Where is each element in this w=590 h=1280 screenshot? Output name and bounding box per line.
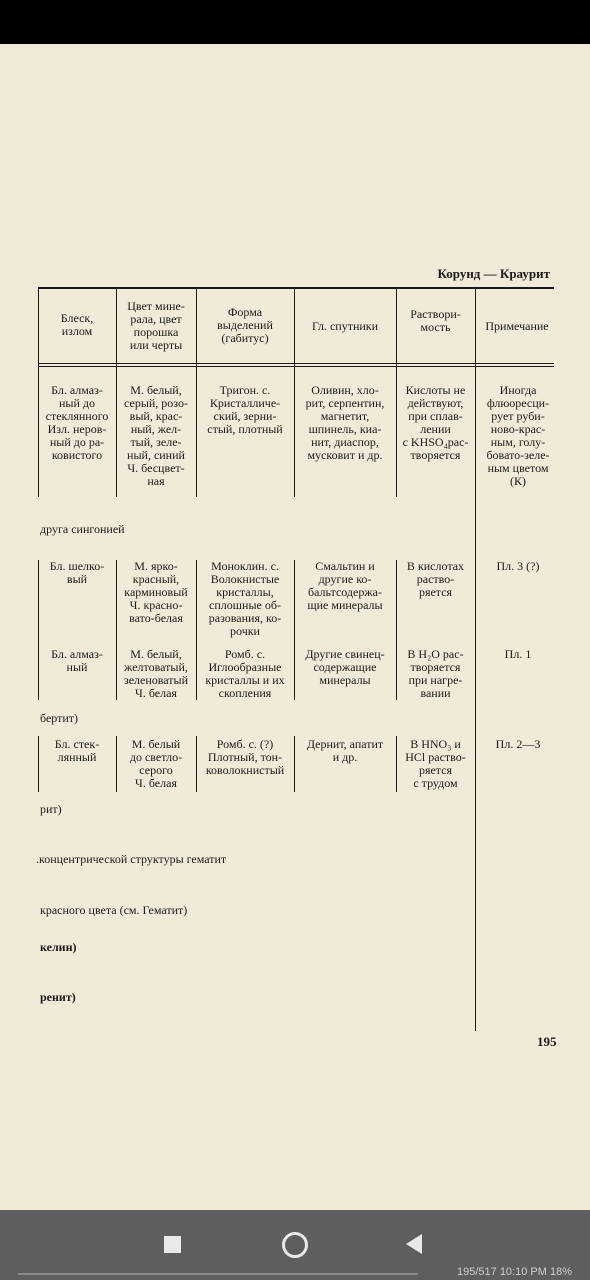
side-line: друга сингонией: [40, 522, 125, 536]
row1-habit: Тригон. с. Кристалличе- ский, зерни- стый, плотный: [207, 384, 283, 436]
header-note: Примечание: [485, 320, 549, 333]
header-habit: Форма выделений (габитус): [217, 306, 273, 345]
back-icon[interactable]: [406, 1234, 422, 1254]
side-line: ренит): [40, 990, 76, 1004]
running-head: Корунд — Краурит: [437, 266, 550, 281]
row2-divider-2: [196, 560, 197, 700]
row3-note: Пл. 1: [504, 648, 532, 661]
row4-divider-4: [396, 736, 397, 792]
row2-solubility: В кислотах раство- ряется: [406, 560, 465, 599]
header-solubility: Раствори- мость: [410, 308, 461, 334]
row3-color: М. белый, желтоватый, зеленоватый Ч. белая: [123, 648, 189, 700]
side-line: бертит): [40, 711, 79, 725]
row2-habit: Моноклин. с. Волокнистые кристаллы, сплошные об- разования, ко- рочки: [208, 560, 282, 638]
col-divider-2: [196, 289, 197, 497]
recent-apps-icon[interactable]: [164, 1236, 181, 1253]
row1-color: М. белый, серый, розо- вый, крас- ный, жел- тый, зеле- ный, синий Ч. бесцвет- ная: [124, 384, 188, 488]
row3-luster: Бл. алмаз- ный: [51, 648, 103, 674]
row1-luster: Бл. алмаз- ный до стеклянного Изл. неров- ный до ра- ковистого: [45, 384, 109, 462]
row4-companions: Дернит, апатит и др.: [306, 738, 384, 764]
row1-companions: Оливин, хло- рит, серпентин, магнетит, шпинель, киа- нит, диаспор, мусковит и др.: [305, 384, 385, 462]
header-companions: Гл. спутники: [311, 320, 379, 333]
row1-note: Иногда флюоресци- рует руби- ново-крас- ным, голу- бовато-зеле- ным цветом (К): [486, 384, 550, 488]
row2-divider-1: [116, 560, 117, 700]
col-divider-4: [396, 289, 397, 497]
row2-note: Пл. 3 (?): [496, 560, 540, 573]
row1-solubility: Кислоты не действуют, при сплав- лении с KHSO₄рас- творяется: [402, 384, 469, 462]
row4-note: Пл. 2—3: [495, 738, 541, 751]
row4-divider-left: [38, 736, 39, 792]
row3-companions: Другие свинец- содержащие минералы: [305, 648, 385, 687]
header-luster: Блеск, излом: [60, 312, 94, 338]
page-number: 195: [537, 1034, 557, 1049]
row4-divider-1: [116, 736, 117, 792]
row4-divider-2: [196, 736, 197, 792]
reading-progress-track: [18, 1273, 418, 1275]
side-line: .концентрической структуры гематит: [36, 852, 227, 866]
row4-luster: Бл. стек- лянный: [54, 738, 100, 764]
col-divider-1: [116, 289, 117, 497]
row2-divider-4: [396, 560, 397, 700]
row4-divider-3: [294, 736, 295, 792]
home-icon[interactable]: [282, 1232, 308, 1258]
row2-color: М. ярко- красный, карминовый Ч. красно- вато-белая: [124, 560, 188, 625]
clock: 10:10 PM: [499, 1266, 547, 1278]
col-divider-5: [475, 289, 476, 1031]
row2-companions: Смальтин и другие ко- бальтсодержа- щие минералы: [307, 560, 383, 612]
navigation-bar: [0, 1210, 590, 1280]
side-line: рит): [40, 802, 62, 816]
side-line: келин): [40, 940, 77, 954]
reader-status: [457, 1266, 572, 1278]
top-black-bar: [0, 0, 590, 44]
row2-divider-left: [38, 560, 39, 700]
row2-luster: Бл. шелко- вый: [49, 560, 105, 586]
row4-solubility: В HNO₃ и HCl раство- ряется с трудом: [405, 738, 466, 790]
col-divider-left: [38, 289, 39, 497]
col-divider-3: [294, 289, 295, 497]
book-page: [0, 44, 590, 1210]
row2-divider-3: [294, 560, 295, 700]
row4-habit: Ромб. с. (?) Плотный, тон- коволокнистый: [205, 738, 285, 777]
row3-solubility: В H₂O рас- творяется при нагре- вании: [407, 648, 464, 700]
row4-color: М. белый до светло- серого Ч. белая: [129, 738, 183, 790]
row3-habit: Ромб. с. Иглообразные кристаллы и их скопления: [205, 648, 285, 700]
battery-level: 18%: [549, 1266, 572, 1278]
header-color: Цвет мине- рала, цвет порошка или черты: [127, 300, 185, 352]
side-line: красного цвета (см. Гематит): [40, 903, 188, 917]
page-counter: 195/517: [456, 1266, 497, 1278]
